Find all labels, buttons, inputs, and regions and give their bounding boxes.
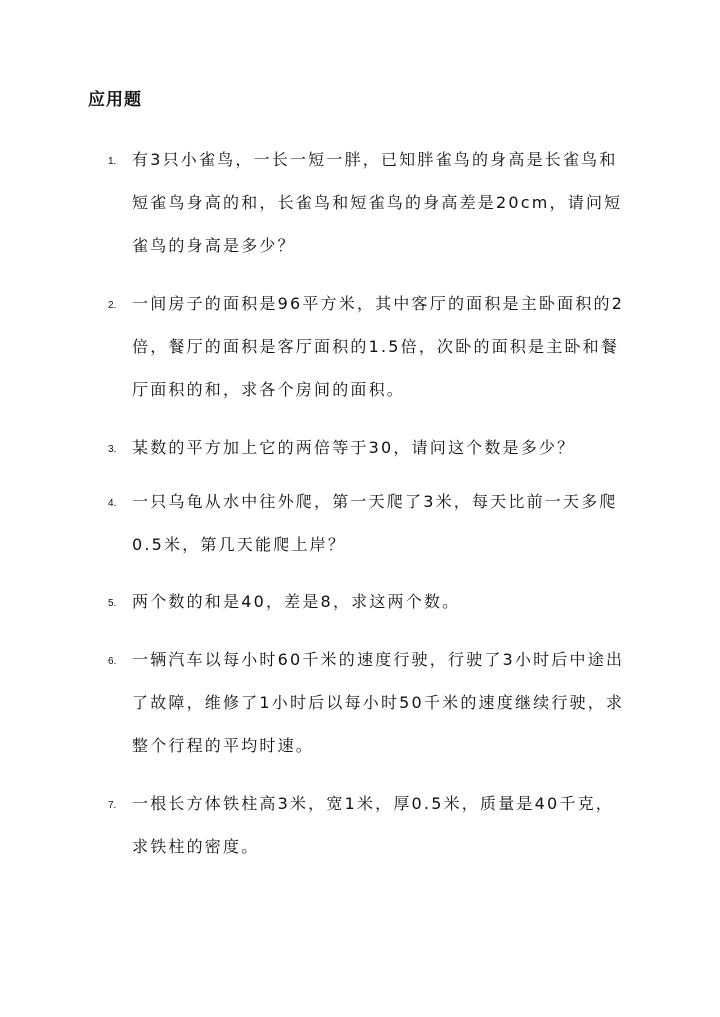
problem-text: 一只乌龟从水中往外爬，第一天爬了3米，每天比前一天多爬0.5米，第几天能爬上岸？ bbox=[132, 492, 618, 554]
problem-number: 1. bbox=[108, 156, 117, 167]
problem-text: 某数的平方加上它的两倍等于30，请问这个数是多少？ bbox=[132, 438, 576, 457]
problem-text: 一辆汽车以每小时60千米的速度行驶，行驶了3小时后中途出了故障，维修了1小时后以每小时50千米的速度继续行驶，求整个行程的平均时速。 bbox=[132, 650, 625, 755]
problem-number: 7. bbox=[108, 800, 117, 811]
problem-number: 2. bbox=[108, 300, 117, 311]
problem-text: 有3只小雀鸟，一长一短一胖，已知胖雀鸟的身高是长雀鸟和短雀鸟身高的和，长雀鸟和短雀鸟的身高差是20cm，请问短雀鸟的身高是多少？ bbox=[132, 150, 623, 255]
page-title: 应用题 bbox=[88, 90, 142, 110]
problem-number: 3. bbox=[108, 444, 117, 455]
problem-number: 4. bbox=[108, 498, 117, 509]
problem-text: 一间房子的面积是96平方米，其中客厅的面积是主卧面积的2倍，餐厅的面积是客厅面积的1.5倍，次卧的面积是主卧和餐厅面积的和，求各个房间的面积。 bbox=[132, 294, 625, 399]
problem-number: 6. bbox=[108, 656, 117, 667]
problem-number: 5. bbox=[108, 598, 117, 609]
problem-text: 两个数的和是40，差是8，求这两个数。 bbox=[132, 592, 461, 611]
problem-text: 一根长方体铁柱高3米，宽1米，厚0.5米，质量是40千克，求铁柱的密度。 bbox=[132, 794, 614, 856]
